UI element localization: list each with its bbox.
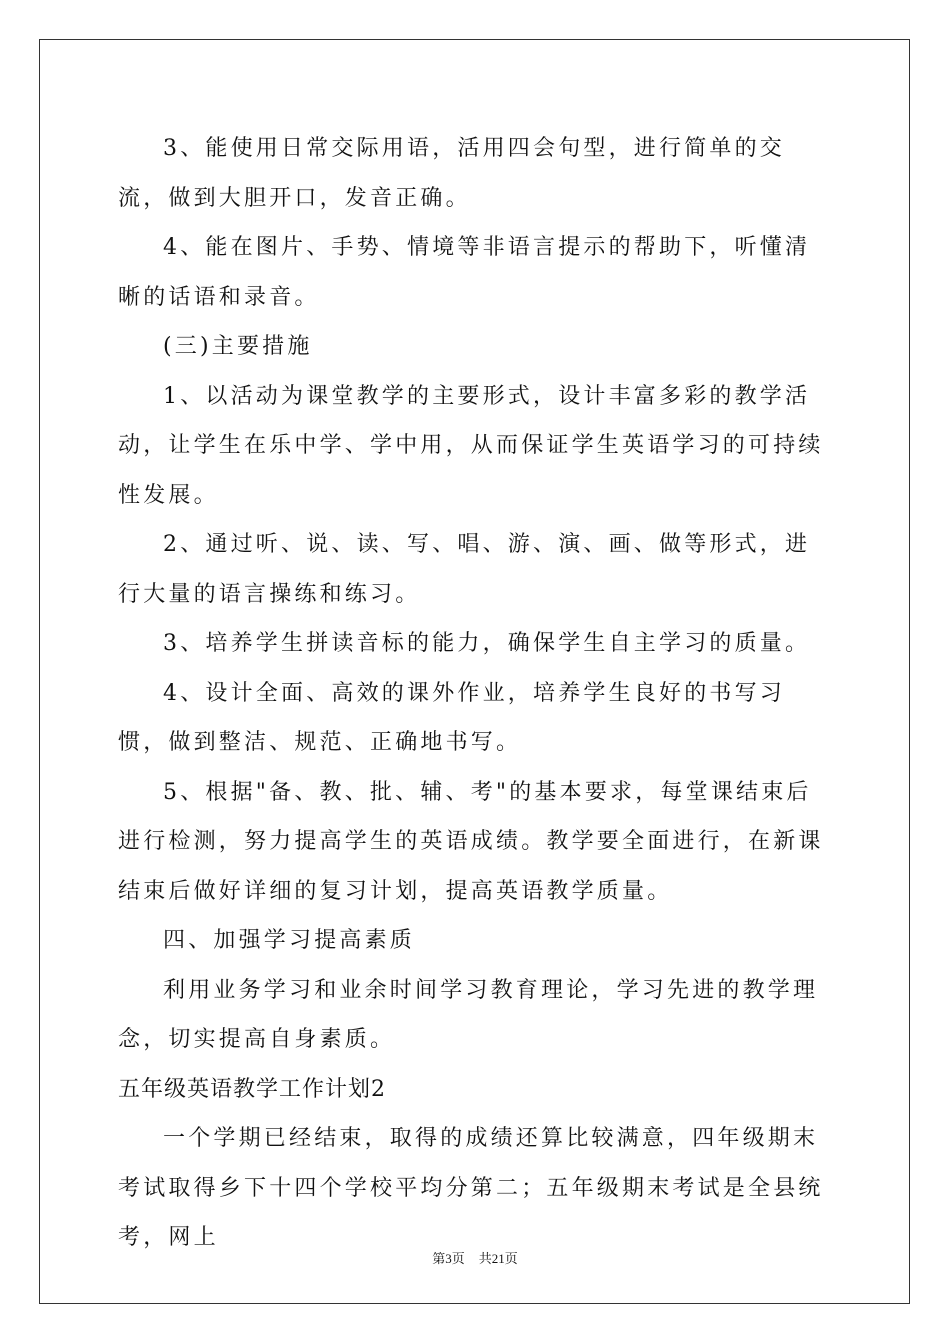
paragraph: 4、设计全面、高效的课外作业，培养学生良好的书写习惯，做到整洁、规范、正确地书写。 xyxy=(118,680,785,755)
paragraph: 1、以活动为课堂教学的主要形式，设计丰富多彩的教学活动，让学生在乐中学、学中用，从而保证学生英语学习的可持续性发展。 xyxy=(118,383,824,508)
section-heading: (三)主要措施 xyxy=(163,334,313,359)
paragraph: 2、通过听、说、读、写、唱、游、演、画、做等形式，进行大量的语言操练和练习。 xyxy=(118,532,811,607)
page-number: 第3页 xyxy=(432,1251,465,1266)
page-total: 共21页 xyxy=(478,1251,518,1266)
document-title: 五年级英语教学工作计划2 xyxy=(118,1076,386,1102)
paragraph: 利用业务学习和业余时间学习教育理论，学习先进的教学理念，切实提高自身素质。 xyxy=(118,977,819,1052)
section-heading: 四、加强学习提高素质 xyxy=(163,928,416,953)
paragraph: 4、能在图片、手势、情境等非语言提示的帮助下，听懂清晰的话语和录音。 xyxy=(118,235,811,310)
paragraph: 3、培养学生拼读音标的能力，确保学生自主学习的质量。 xyxy=(163,631,811,656)
document-body xyxy=(118,124,834,1263)
paragraph: 一个学期已经结束，取得的成绩还算比较满意，四年级期末考试取得乡下十四个学校平均分第二；五年级期末考试是全县统考，网上 xyxy=(118,1126,824,1250)
page-footer xyxy=(0,1248,950,1267)
paragraph: 3、能使用日常交际用语，活用四会句型，进行简单的交流，做到大胆开口，发音正确。 xyxy=(118,136,785,211)
paragraph: 5、根据"备、教、批、辅、考"的基本要求，每堂课结束后进行检测，努力提高学生的英语成绩。教学要全面进行，在新课结束后做好详细的复习计划，提高英语教学质量。 xyxy=(118,779,824,904)
